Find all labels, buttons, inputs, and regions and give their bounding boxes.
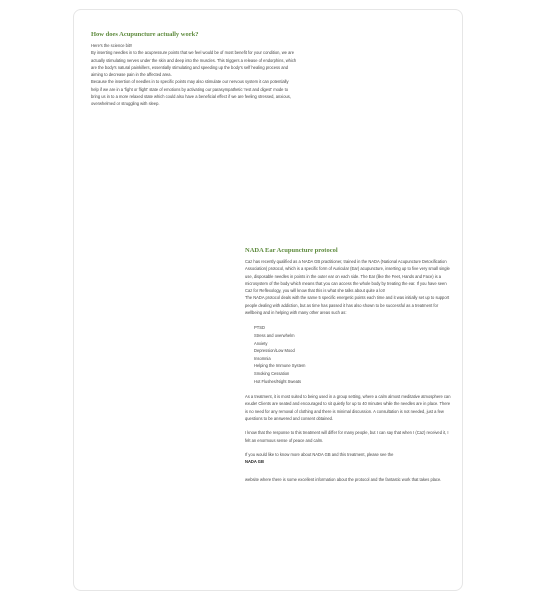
list-item: Hot Flushes/Night Sweats [254,378,302,384]
paragraph: Here's the science bit!! [91,43,133,48]
list-item: Depression/Low Mood [254,348,295,354]
conditions-list [245,324,452,385]
section-heading: NADA Ear Acupuncture protocol [245,247,338,254]
paragraph: Caz has recently qualified as a NADA GB practitioner, trained in the NADA (National Acupuncture Detoxification Association) protocol, which is a specific form of Auricular (Ear) acupuncture, inserting up to five very small single use, disposable needles in points in the outer ear on each side. The Ear (like the Feet, Hands and Face) is a microsystem of the body which means that you can access the whole body by treating the ear. If you have seen Caz for Reflexology, you will know that this is what she talks about quite a lot! [245,259,450,294]
list-item: Helping the Immune System [254,363,306,369]
list-item: PTSD [254,325,265,331]
section-how-acupuncture-works [91,30,297,108]
paragraph: As a treatment, it is most suited to being used in a group setting, where a calm almost meditative atmosphere can exude! Clients are seated and encouraged to sit quietly for up to 40 minutes while the needles are in place. There is no need for any removal of clothing and there is minimal discussion. A consultation is not needed, just a few questions to be answered and consent obtained. [245,394,451,422]
paragraph: The NADA protocol deals with the same 5 specific energetic points each time and it was initially set up to support people dealing with addiction, but as time has passed it has also shown to be successful as a treatment for wellbeing and in helping with many other areas such as: [245,295,450,316]
list-item: Insomnia [254,355,271,361]
section-heading: How does Acupuncture actually work? [91,31,199,38]
list-item: Smoking Cessation [254,370,290,376]
more-info-text: If you would like to know more about NADA GB and this treatment, please see the [245,451,394,457]
list-item: Stress and overwhelm [254,332,295,338]
list-item: Anxiety [254,340,268,346]
nada-gb-link[interactable]: NADA GB [245,459,264,465]
paragraph: By inserting needles in to the acupressure points that we feel would be of most benefit for your condition, we are actually stimulating nerves under the skin and deep into the muscles. This triggers a release of endorphins, which are the body's natural painkillers, essentially stimulating and speeding up the body's self healing process and aiming to decrease pain in the affected area. [91,50,297,78]
paragraph [245,451,452,466]
paragraph: website where there is some excellent information about the protocol and the fantastic work that takes place. [245,476,442,482]
paragraph: Because the insertion of needles in to specific points may also stimulate our nervous system it can potentially help if we are in a 'fight or flight' state of emotions by activating our parasympathetic 'rest and digest' mode to bring us in to a more relaxed state which could also have a beneficial effect if we are feeling stressed, anxious, overwhelmed or struggling with sleep. [91,79,291,107]
paragraph: I know that the response to this treatment will differ for many people, but I can say that when I (Caz) received it, I felt an enormous sense of peace and calm. [245,430,449,443]
section-nada-protocol [245,246,452,483]
